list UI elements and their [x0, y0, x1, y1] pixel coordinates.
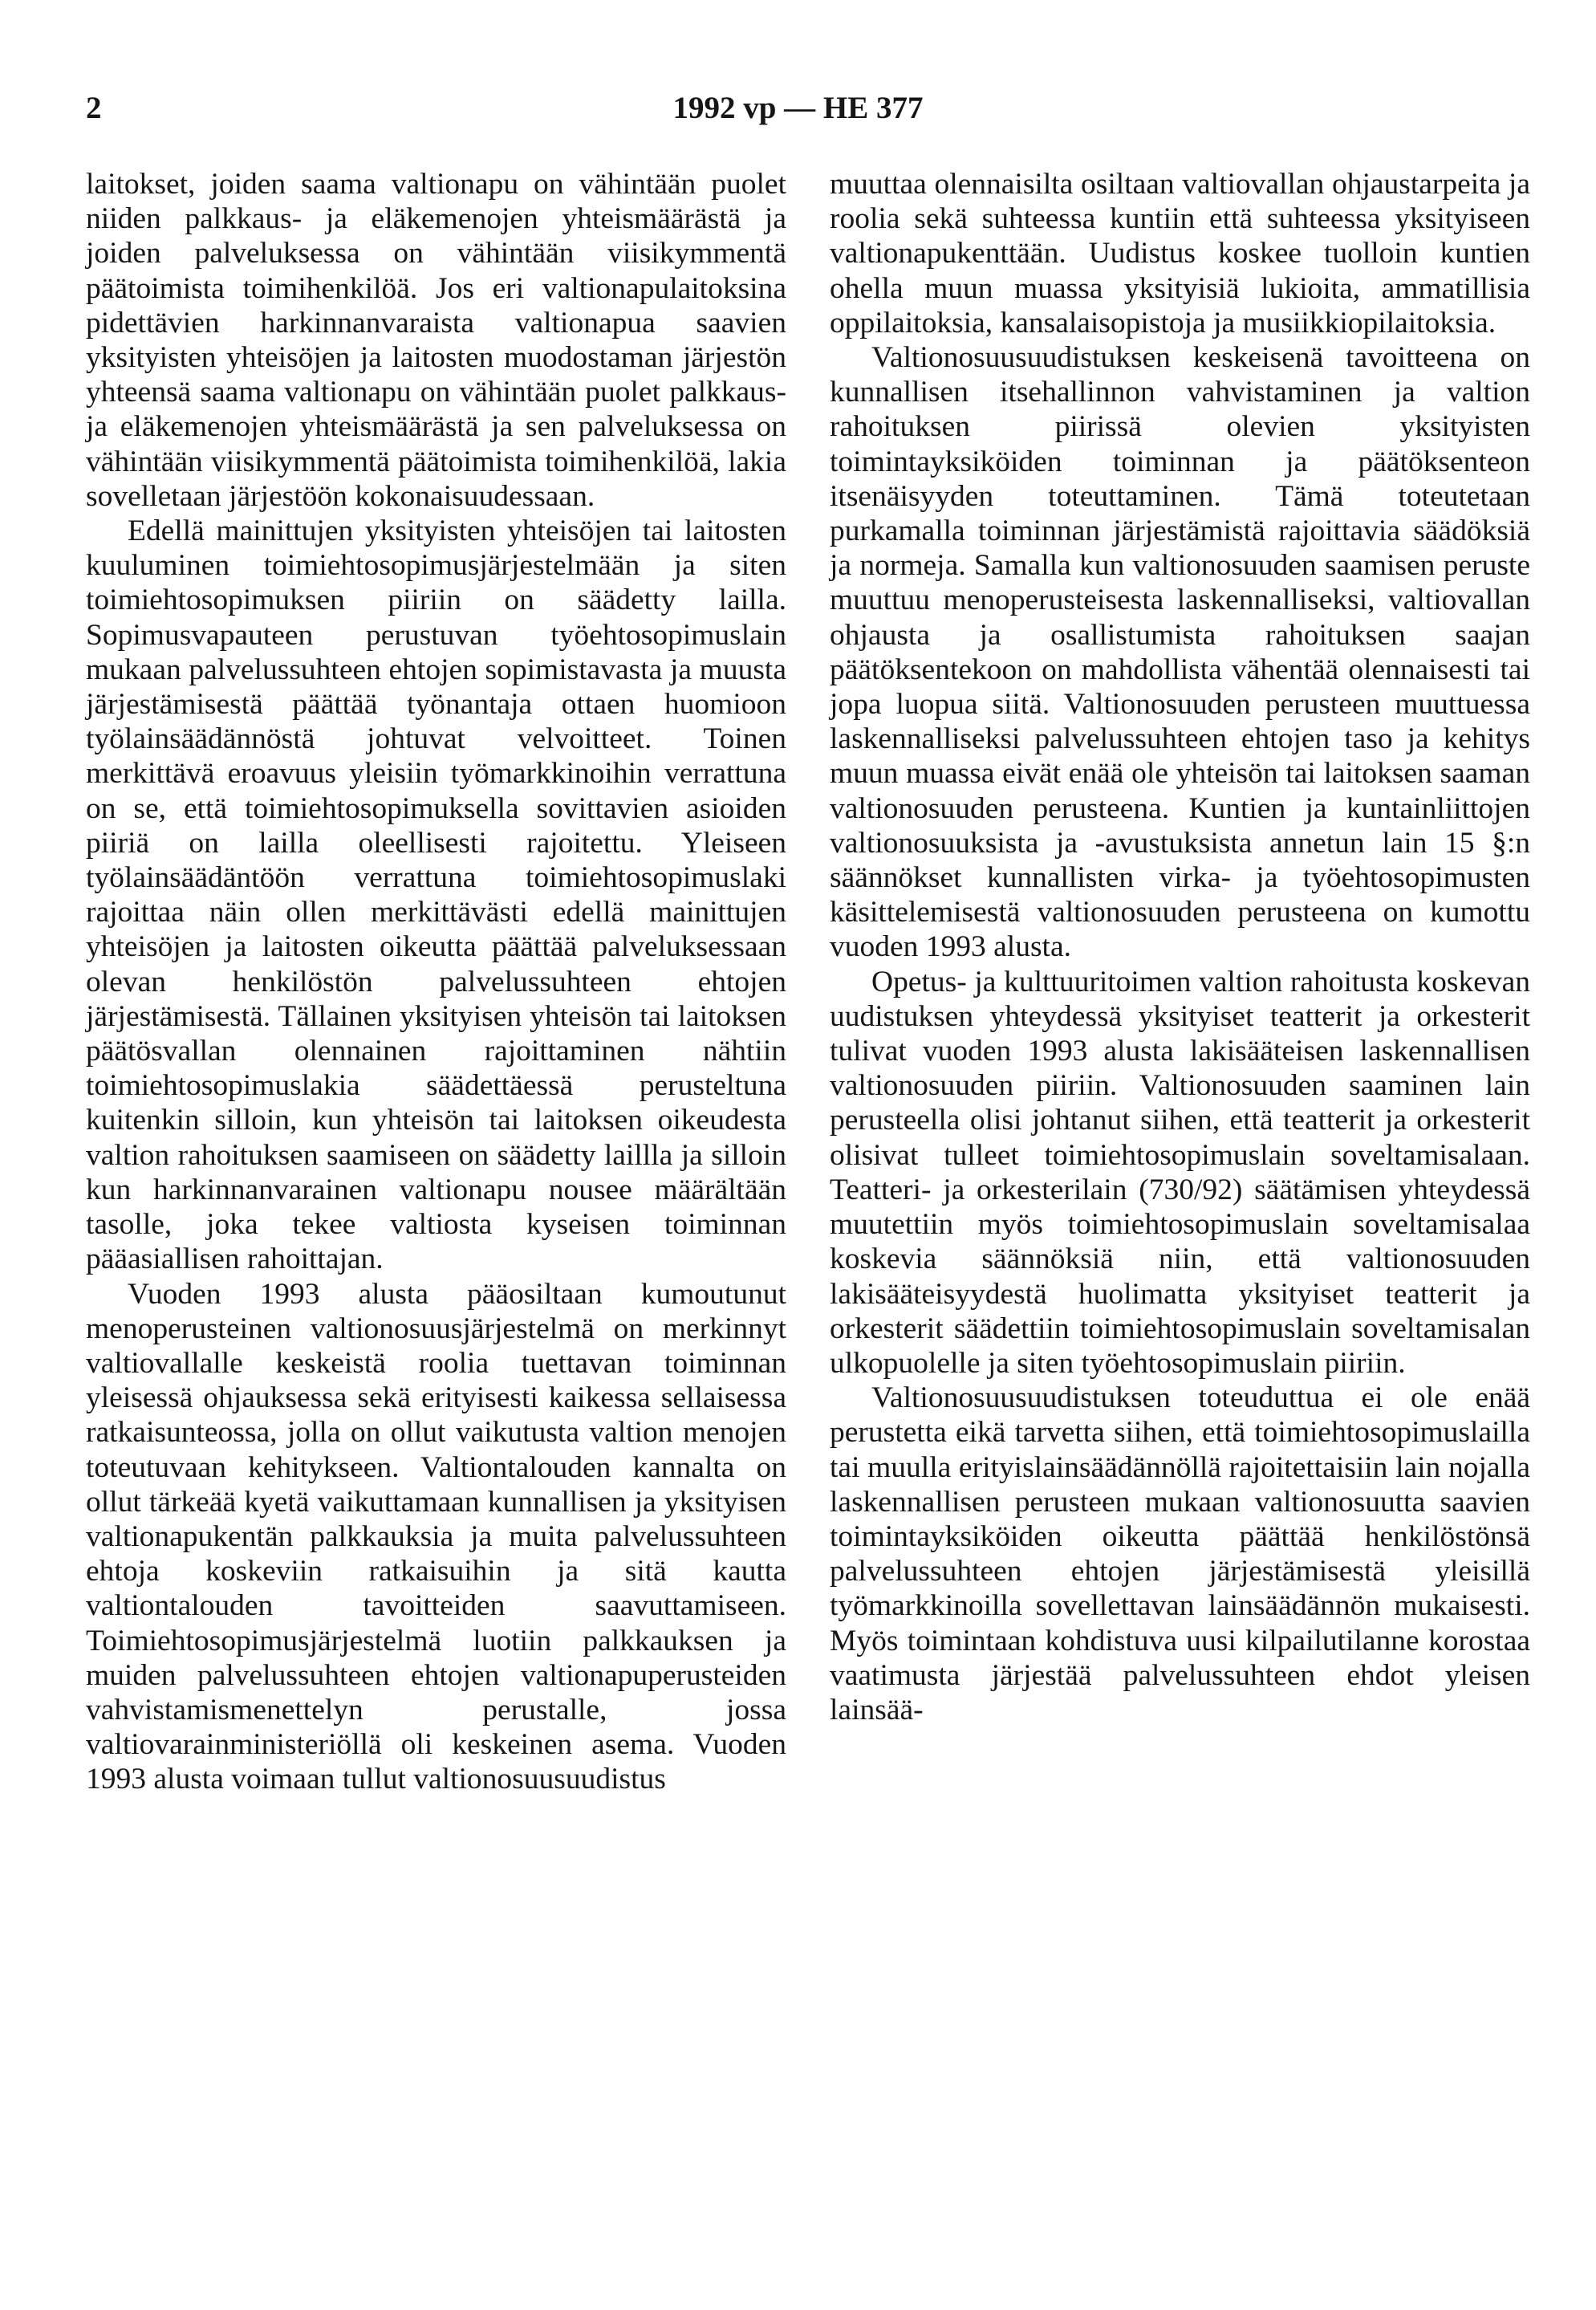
paragraph: muuttaa olennaisilta osiltaan valtiovallan ohjaustarpeita ja roolia sekä suhteessa kuntiin että suhteessa yksityiseen valtionapukenttään. Uudistus koskee tuolloin kuntien ohella muun muassa yksityisiä lukioita, ammatillisia oppilaitoksia, kansalaisopistoja ja musiikkiopilaitoksia.: [830, 168, 1530, 340]
page-header: [0, 90, 1596, 138]
paragraph: laitokset, joiden saama valtionapu on vähintään puolet niiden palkkaus- ja eläkemenojen yhteismäärästä ja joiden palveluksessa on vähintään viisikymmentä päätoimista toimihenkilöä. Jos eri valtionapulaitoksina pidettävien harkinnanvaraista valtionapua saavien yksityisten yhteisöjen ja laitosten muodostaman järjestön yhteensä saama valtionapu on vähintään puolet palkkaus- ja eläkemenojen yhteismäärästä ja sen palveluksessa on vähintään viisikymmentä päätoimista toimihenkilöä, lakia sovelletaan järjestöön kokonaisuudessaan.: [86, 168, 786, 513]
paragraph: Valtionosuusuudistuksen keskeisenä tavoitteena on kunnallisen itsehallinnon vahvistaminen ja valtion rahoituksen piirissä olevien yksityisten toimintayksiköiden toiminnan ja päätöksenteon itsenäisyyden toteuttaminen. Tämä toteutetaan purkamalla toiminnan järjestämistä rajoittavia säädöksiä ja normeja. Samalla kun valtionosuuden saamisen peruste muuttuu menoperusteisesta laskennalliseksi, valtiovallan ohjausta ja osallistumista rahoituksen saajan päätöksentekoon on mahdollista vähentää olennaisesti tai jopa luopua siitä. Valtionosuuden perusteen muuttuessa laskennalliseksi palvelussuhteen ehtojen taso ja kehitys muun muassa eivät enää ole yhteisön tai laitoksen saaman valtionosuuden perusteena. Kuntien ja kuntainliittojen valtionosuuksista ja -avustuksista annetun lain 15 §:n säännökset kunnallisten virka- ja työehtosopimusten käsittelemisestä valtionosuuden perusteena on kumottu vuoden 1993 alusta.: [830, 341, 1530, 964]
paragraph: Opetus- ja kulttuuritoimen valtion rahoitusta koskevan uudistuksen yhteydessä yksityiset teatterit ja orkesterit tulivat vuoden 1993 alusta lakisääteisen laskennallisen valtionosuuden piiriin. Valtionosuuden saaminen lain perusteella olisi johtanut siihen, että teatterit ja orkesterit olisivat tulleet toimiehtosopimuslain soveltamisalaan. Teatteri- ja orkesterilain (730/92) säätämisen yhteydessä muutettiin myös toimiehtosopimuslain soveltamisalaa koskevia säännöksiä niin, että valtionosuuden lakisääteisyydestä huolimatta yksityiset teatterit ja orkesterit säädettiin toimiehtosopimuslain soveltamisalan ulkopuolelle ja siten työehtosopimuslain piiriin.: [830, 965, 1530, 1380]
paragraph: Edellä mainittujen yksityisten yhteisöjen tai laitosten kuuluminen toimiehtosopimusjärjestelmään ja siten toimiehtosopimuksen piiriin on säädetty lailla. Sopimusvapauteen perustuvan työehtosopimuslain mukaan palvelussuhteen ehtojen sopimistavasta ja muusta järjestämisestä päättää työnantaja ottaen huomioon työlainsäädännöstä johtuvat velvoitteet. Toinen merkittävä eroavuus yleisiin työmarkkinoihin verrattuna on se, että toimiehtosopimuksella sovittavien asioiden piiriä on lailla oleellisesti rajoitettu. Yleiseen työlainsäädäntöön verrattuna toimiehtosopimuslaki rajoittaa näin ollen merkittävästi edellä mainittujen yhteisöjen ja laitosten oikeutta päättää palveluksessaan olevan henkilöstön palvelussuhteen ehtojen järjestämisestä. Tällainen yksityisen yhteisön tai laitoksen päätösvallan olennainen rajoittaminen nähtiin toimiehtosopimuslakia säädettäessä perusteltuna kuitenkin silloin, kun yhteisön tai laitoksen oikeudesta valtion rahoituksen saamiseen on säädetty laillla ja silloin kun harkinnanvarainen valtionapu nousee määrältään tasolle, joka tekee valtiosta kyseisen toiminnan pääasiallisen rahoittajan.: [86, 514, 786, 1276]
left-column: [86, 167, 786, 1797]
running-head: 1992 vp — HE 377: [672, 91, 924, 125]
page-number: 2: [86, 91, 102, 125]
paragraph: Vuoden 1993 alusta pääosiltaan kumoutunut menoperusteinen valtionosuusjärjestelmä on merkinnyt valtiovallalle keskeistä roolia tuettavan toiminnan yleisessä ohjauksessa sekä erityisesti kaikessa sellaisessa ratkaisunteossa, jolla on ollut vaikutusta valtion menojen toteutuvaan kehitykseen. Valtiontalouden kannalta on ollut tärkeää kyetä vaikuttamaan kunnallisen ja yksityisen valtionapukentän palkkauksia ja muita palvelussuhteen ehtoja koskeviin ratkaisuihin ja sitä kautta valtiontalouden tavoitteiden saavuttamiseen. Toimiehtosopimusjärjestelmä luotiin palkkauksen ja muiden palvelussuhteen ehtojen valtionapuperusteiden vahvistamismenettelyn perustalle, jossa valtiovarainministeriöllä oli keskeinen asema. Vuoden 1993 alusta voimaan tullut valtionosuusuudistus: [86, 1277, 786, 1796]
right-column: [830, 167, 1530, 1727]
paragraph: Valtionosuusuudistuksen toteuduttua ei ole enää perustetta eikä tarvetta siihen, että toimiehtosopimuslailla tai muulla erityislainsäädännöllä rajoitettaisiin lain nojalla laskennallisen perusteen mukaan valtionosuutta saavien toimintayksiköiden oikeutta päättää henkilöstönsä palvelussuhteen ehtojen järjestämisestä yleisillä työmarkkinoilla sovellettavan lainsäädännön mukaisesti. Myös toimintaan kohdistuva uusi kilpailutilanne korostaa vaatimusta järjestää palvelussuhteen ehdot yleisen lainsää-: [830, 1381, 1530, 1726]
